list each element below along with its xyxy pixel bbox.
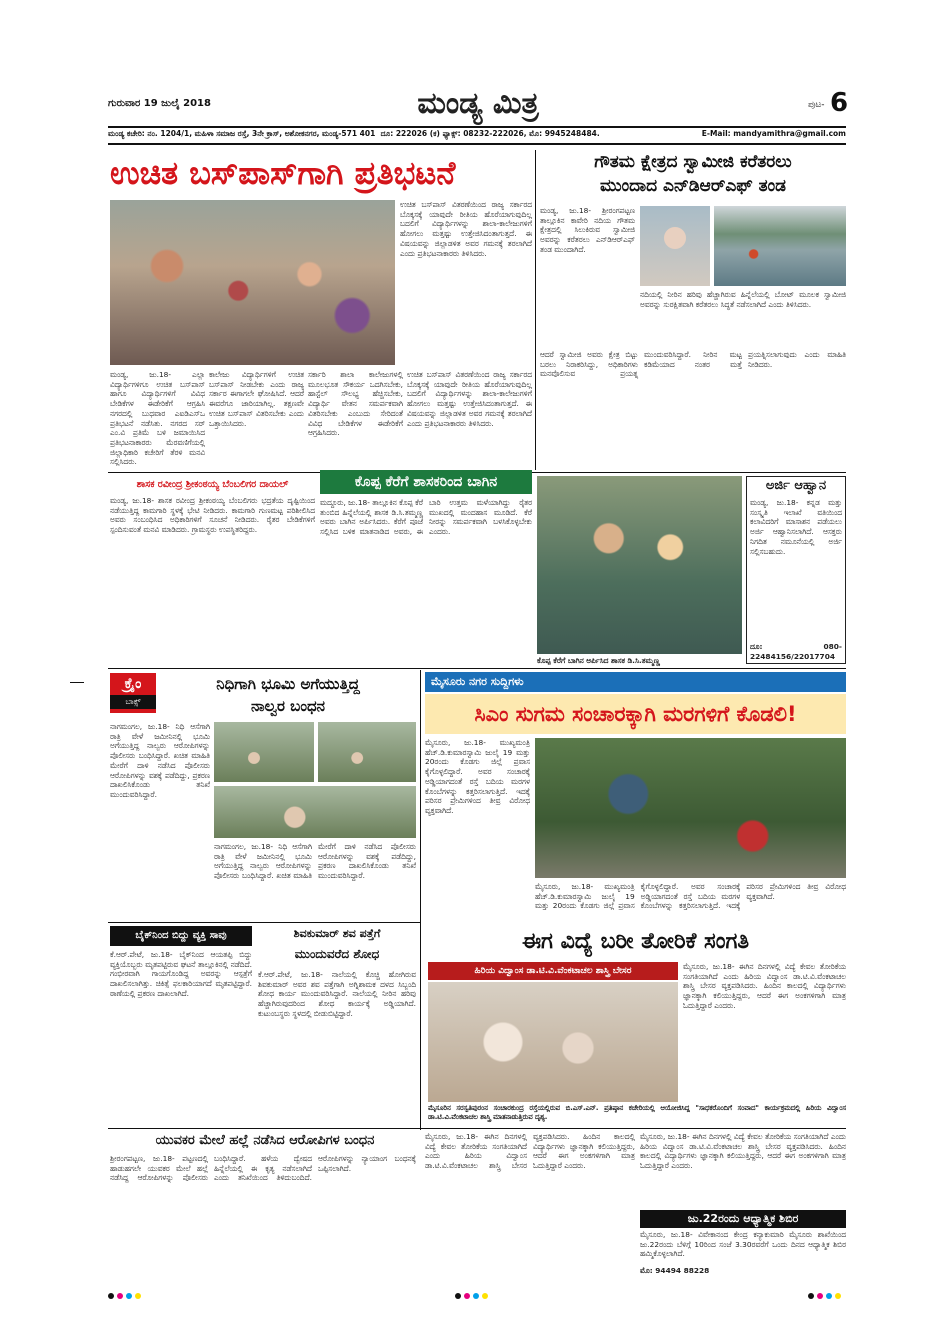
divider-h3	[108, 922, 420, 923]
ndrf-boat-photo	[714, 206, 846, 286]
gowthama-headline-line2: ಮುಂದಾದ ಎನ್‌ಡಿಆರ್‌ಎಫ್ ತಂಡ	[600, 176, 786, 196]
crime-tag-line1: ಕ್ರೈಂ	[124, 676, 142, 692]
bus-pass-body-c: ಕಾಲೇಜು ವಿದ್ಯಾರ್ಥಿಗಳಿಗೆ ಉಚಿತ ಬಸ್‌ಪಾಸ್ ನೀಡಬೇಕು ಎಂದು ರಾಜ್ಯ ಸರ್ಕಾರ ಈಗಾಗಲೇ ಘೋಷಿಸಿದೆ. ಆದರೆ ಈವರೆಗೂ ಜಾರಿಯಾಗಿಲ್ಲ. ತಕ್ಷಣವೇ ಉಚಿತ ಬಸ್‌ಪಾಸ್ ವಿತರಿಸಬೇಕು ಎಂದು ಒತ್ತಾಯಿಸಿದರು.	[209, 370, 304, 428]
protest-photo	[110, 200, 395, 365]
swamiji-photo	[640, 206, 710, 286]
arji-contact: ದೂ: 080-22484156/22017704	[750, 642, 842, 661]
bus-pass-body-d: ಸರ್ಕಾರಿ ಶಾಲಾ ಕಾಲೇಜುಗಳಲ್ಲಿ ಮೂಲಭೂತ ಸೌಕರ್ಯ ಒದಗಿಸಬೇಕು, ಹಾಸ್ಟೆಲ್ ಸೌಲಭ್ಯ ಹೆಚ್ಚಿಸಬೇಕು, ವಿದ್ಯಾರ್ಥಿ ವೇತನ ಸಮರ್ಪಕವಾಗಿ ವಿತರಿಸಬೇಕು ಎಂಬುದು ಸೇರಿದಂತೆ ವಿವಿಧ ಬೇಡಿಕೆಗಳ ಈಡೇರಿಕೆಗೆ ಆಗ್ರಹಿಸಿದರು.	[308, 370, 403, 438]
koppa-lake-photo	[537, 476, 742, 654]
bus-pass-headline: ಉಚಿತ ಬಸ್‌ಪಾಸ್‌ಗಾಗಿ ಪ್ರತಿಭಟನೆ	[110, 154, 456, 192]
shivakumar-body: ಕೆ.ಆರ್.ಪೇಟೆ, ಜು.18- ನಾಲೆಯಲ್ಲಿ ಕೊಚ್ಚಿ ಹೋಗಿರುವ ಶಿವಕುಮಾರ್ ಅವರ ಶವ ಪತ್ತೆಗಾಗಿ ಅಗ್ನಿಶಾಮಕ ದಳದ ಸಿಬ್ಬಂದಿ ಶೋಧ ಕಾರ್ಯ ಮುಂದುವರಿಸಿದ್ದಾರೆ. ನಾಲೆಯಲ್ಲಿ ನೀರಿನ ಹರಿವು ಹೆಚ್ಚಾಗಿರುವುದರಿಂದ ಶೋಧ ಕಾರ್ಯಕ್ಕೆ ಅಡ್ಡಿಯಾಗಿದೆ. ಕುಟುಂಬಸ್ಥರು ಸ್ಥಳದಲ್ಲಿ ಬೀಡುಬಿಟ್ಟಿದ್ದಾರೆ.	[258, 970, 416, 1018]
crime-photo-2	[318, 722, 416, 782]
koppa-caption: ಕೊಪ್ಪ ಕೆರೆಗೆ ಬಾಗಿನ ಅರ್ಪಿಸಿದ ಶಾಸಕ ಡಿ.ಸಿ.ತಮ್ಮಣ್ಣ	[537, 656, 660, 665]
masthead-title: ಮಂಡ್ಯ ಮಿತ್ರ	[417, 86, 539, 121]
gowthama-body-b: ನದಿಯಲ್ಲಿ ನೀರಿನ ಹರಿವು ಹೆಚ್ಚಾಗಿರುವ ಹಿನ್ನೆಲೆಯಲ್ಲಿ ಬೋಟ್ ಮೂಲಕ ಸ್ವಾಮೀಜಿ ಅವರನ್ನು ಸುರಕ್ಷಿತವಾಗಿ ಕರೆತರಲು ಸಿದ್ಧತೆ ನಡೆಸಲಾಗಿದೆ ಎಂದು ತಿಳಿಸಿದರು.	[640, 290, 846, 309]
shibira-phone: ಮೊ: 94494 88228	[640, 1266, 710, 1275]
page-label: ಪುಟ-	[808, 100, 825, 110]
crime-photo-1	[214, 722, 314, 782]
bike-headline: ಬೈಕ್‌ನಿಂದ ಬಿದ್ದು ವ್ಯಕ್ತಿ ಸಾವು	[110, 926, 252, 946]
crime-body-2: ನಾಗಮಂಗಲ, ಜು.18- ನಿಧಿ ಆಸೆಗಾಗಿ ರಾತ್ರಿ ವೇಳೆ ಜಮೀನಿನಲ್ಲಿ ಭೂಮಿ ಅಗೆಯುತ್ತಿದ್ದ ನಾಲ್ವರು ಆರೋಪಿಗಳನ್ನು ಪೊಲೀಸರು ಬಂಧಿಸಿದ್ದಾರೆ. ಖಚಿತ ಮಾಹಿತಿ ಮೇರೆಗೆ ದಾಳಿ ನಡೆಸಿದ ಪೊಲೀಸರು ಆರೋಪಿಗಳನ್ನು ವಶಕ್ಕೆ ಪಡೆದಿದ್ದು, ಪ್ರಕರಣ ದಾಖಲಿಸಿಕೊಂಡು ತನಿಖೆ ಮುಂದುವರಿಸಿದ್ದಾರೆ.	[214, 842, 416, 881]
office-email: E-Mail: mandyamithra@gmail.com	[701, 129, 846, 138]
koppa-headline: ಕೊಪ್ಪ ಕೆರೆಗೆ ಶಾಸಕರಿಂದ ಬಾಗಿನ	[320, 470, 532, 494]
shivakumar-headline	[258, 924, 416, 968]
page-number: 6	[830, 88, 849, 118]
mysuru-body-2: ಮೈಸೂರು, ಜು.18- ಮುಖ್ಯಮಂತ್ರಿ ಹೆಚ್.ಡಿ.ಕುಮಾರಸ್ವಾಮಿ ಜುಲೈ 19 ಮತ್ತು 20ರಂದು ಕೊಡಗು ಜಿಲ್ಲೆ ಪ್ರವಾಸ ಕೈಗೊಳ್ಳಲಿದ್ದಾರೆ. ಅವರ ಸಂಚಾರಕ್ಕೆ ಅಡ್ಡಿಯಾಗದಂತೆ ರಸ್ತೆ ಬದಿಯ ಮರಗಳ ಕೊಂಬೆಗಳನ್ನು ಕತ್ತರಿಸಲಾಗುತ್ತಿದೆ. ಇದಕ್ಕೆ ಪರಿಸರ ಪ್ರೇಮಿಗಳಿಂದ ತೀವ್ರ ವಿರೋಧ ವ್ಯಕ್ತವಾಗಿದೆ.	[535, 882, 846, 911]
mysuru-body: ಮೈಸೂರು, ಜು.18- ಮುಖ್ಯಮಂತ್ರಿ ಹೆಚ್.ಡಿ.ಕುಮಾರಸ್ವಾಮಿ ಜುಲೈ 19 ಮತ್ತು 20ರಂದು ಕೊಡಗು ಜಿಲ್ಲೆ ಪ್ರವಾಸ ಕೈಗೊಳ್ಳಲಿದ್ದಾರೆ. ಅವರ ಸಂಚಾರಕ್ಕೆ ಅಡ್ಡಿಯಾಗದಂತೆ ರಸ್ತೆ ಬದಿಯ ಮರಗಳ ಕೊಂಬೆಗಳನ್ನು ಕತ್ತರಿಸಲಾಗುತ್ತಿದೆ. ಇದಕ್ಕೆ ಪರಿಸರ ಪ್ರೇಮಿಗಳಿಂದ ತೀವ್ರ ವಿರೋಧ ವ್ಯಕ್ತವಾಗಿದೆ.	[425, 738, 530, 815]
arji-headline: ಅರ್ಜಿ ಆಹ್ವಾನ	[765, 478, 827, 493]
koppa-body: ಮದ್ದೂರು, ಜು.18- ತಾಲ್ಲೂಕಿನ ಕೊಪ್ಪ ಕೆರೆ ತುಂಬಿದ ಹಿನ್ನೆಲೆಯಲ್ಲಿ ಶಾಸಕ ಡಿ.ಸಿ.ತಮ್ಮಣ್ಣ ಅವರು ಬಾಗಿನ ಅರ್ಪಿಸಿದರು. ಕೆರೆಗೆ ಪೂಜೆ ಸಲ್ಲಿಸಿದ ಬಳಿಕ ಮಾತನಾಡಿದ ಅವರು, ಈ ಬಾರಿ ಉತ್ತಮ ಮಳೆಯಾಗಿದ್ದು ರೈತರ ಮುಖದಲ್ಲಿ ಮಂದಹಾಸ ಮೂಡಿದೆ. ಕೆರೆ ನೀರನ್ನು ಸಮರ್ಪಕವಾಗಿ ಬಳಸಿಕೊಳ್ಳಬೇಕು ಎಂದರು.	[320, 498, 532, 537]
office-address: ಮಂಡ್ಯ ಕಚೇರಿ: ನಂ. 1204/1, ಮಹಿಳಾ ಸಮಾಜ ರಸ್ತೆ, 3ನೇ ಕ್ರಾಸ್, ಅಶೋಕನಗರ, ಮಂಡ್ಯ-571 401	[108, 129, 376, 138]
masthead-rule-bottom	[108, 143, 846, 145]
arji-body: ಮಂಡ್ಯ, ಜು.18- ಕನ್ನಡ ಮತ್ತು ಸಂಸ್ಕೃತಿ ಇಲಾಖೆ ವತಿಯಿಂದ ಕಲಾವಿದರಿಗೆ ಮಾಸಾಶನ ಪಡೆಯಲು ಅರ್ಜಿ ಆಹ್ವಾನಿಸಲಾಗಿದೆ. ಆಸಕ್ತರು ನಿಗದಿತ ನಮೂನೆಯಲ್ಲಿ ಅರ್ಜಿ ಸಲ್ಲಿಸಬಹುದು.	[750, 498, 842, 556]
divider-v2	[420, 670, 421, 1130]
bus-pass-body-e: ಉಚಿತ ಬಸ್‌ಪಾಸ್ ವಿತರಣೆಯಿಂದ ರಾಜ್ಯ ಸರ್ಕಾರದ ಬೊಕ್ಕಸಕ್ಕೆ ಯಾವುದೇ ರೀತಿಯ ಹೊರೆಯಾಗುವುದಿಲ್ಲ ಬದಲಿಗೆ ವಿದ್ಯಾರ್ಥಿಗಳನ್ನು ಶಾಲಾ-ಕಾಲೇಜುಗಳಿಗೆ ಹೋಗಲು ಮತ್ತಷ್ಟು ಉತ್ತೇಜಿಸಿದಂತಾಗುತ್ತದೆ. ಈ ವಿಷಯವನ್ನು ಜಿಲ್ಲಾಡಳಿತ ಅವರ ಗಮನಕ್ಕೆ ತರಲಾಗಿದೆ ಎಂದು ಪ್ರತಿಭಟನಾಕಾರರು ತಿಳಿಸಿದರು.	[407, 370, 532, 428]
gowthama-headline-line1: ಗೌತಮ ಕ್ಷೇತ್ರದ ಸ್ವಾಮೀಜಿ ಕರೆತರಲು	[594, 152, 792, 172]
shasaka-headline: ಶಾಸಕ ರವೀಂದ್ರ ಶ್ರೀಕಂಠಯ್ಯ ಬೆಂಬಲಿಗರ ದಾಯಲ್	[136, 479, 289, 490]
color-registration-marks-right	[808, 1284, 844, 1303]
bike-body: ಕೆ.ಆರ್.ಪೇಟೆ, ಜು.18- ಬೈಕ್‌ನಿಂದ ಆಯತಪ್ಪಿ ಬಿದ್ದು ವ್ಯಕ್ತಿಯೊಬ್ಬರು ಮೃತಪಟ್ಟಿರುವ ಘಟನೆ ತಾಲ್ಲೂಕಿನಲ್ಲಿ ನಡೆದಿದೆ. ಗಂಭೀರವಾಗಿ ಗಾಯಗೊಂಡಿದ್ದ ಅವರನ್ನು ಆಸ್ಪತ್ರೆಗೆ ದಾಖಲಿಸಲಾಗಿತ್ತು. ಚಿಕಿತ್ಸೆ ಫಲಕಾರಿಯಾಗದೆ ಮೃತಪಟ್ಟಿದ್ದಾರೆ. ಠಾಣೆಯಲ್ಲಿ ಪ್ರಕರಣ ದಾಖಲಾಗಿದೆ.	[110, 950, 252, 998]
margin-mark	[70, 682, 84, 683]
shivakumar-headline-line2: ಮುಂದುವರೆದ ಶೋಧ	[294, 947, 380, 961]
crime-tag-line2: ಬಾಕ್ಸ್	[110, 695, 156, 709]
masthead	[108, 86, 849, 128]
gowthama-body-a: ಮಂಡ್ಯ, ಜು.18- ಶ್ರೀರಂಗಪಟ್ಟಣ ತಾಲ್ಲೂಕಿನ ಕಾವೇರಿ ನದಿಯ ಗೌತಮ ಕ್ಷೇತ್ರದಲ್ಲಿ ಸಿಲುಕಿರುವ ಸ್ವಾಮೀಜಿ ಅವರನ್ನು ಕರೆತರಲು ಎನ್‌ಡಿಆರ್‌ಎಫ್ ತಂಡ ಮುಂದಾಗಿದೆ.	[540, 206, 635, 254]
yuvakara-headline: ಯುವಕರ ಮೇಲೆ ಹಲ್ಲೆ ನಡೆಸಿದ ಆರೋಪಿಗಳ ಬಂಧನ	[155, 1133, 375, 1148]
mysuru-section-banner: ಮೈಸೂರು ನಗರ ಸುದ್ದಿಗಳು	[425, 672, 846, 692]
divider-v1	[535, 150, 536, 470]
bus-pass-body-a: ಉಚಿತ ಬಸ್‌ಪಾಸ್ ವಿತರಣೆಯಿಂದ ರಾಜ್ಯ ಸರ್ಕಾರದ ಬೊಕ್ಕಸಕ್ಕೆ ಯಾವುದೇ ರೀತಿಯ ಹೊರೆಯಾಗುವುದಿಲ್ಲ ಬದಲಿಗೆ ವಿದ್ಯಾರ್ಥಿಗಳನ್ನು ಶಾಲಾ-ಕಾಲೇಜುಗಳಿಗೆ ಹೋಗಲು ಮತ್ತಷ್ಟು ಉತ್ತೇಜಿಸಿದಂತಾಗುತ್ತದೆ. ಈ ವಿಷಯವನ್ನು ಜಿಲ್ಲಾಡಳಿತ ಅವರ ಗಮನಕ್ಕೆ ತರಲಾಗಿದೆ ಎಂದು ಪ್ರತಿಭಟನಾಕಾರರು ತಿಳಿಸಿದರು.	[400, 200, 532, 258]
bus-pass-body-b: ಮಂಡ್ಯ, ಜು.18- ಎಲ್ಲಾ ವಿದ್ಯಾರ್ಥಿಗಳಿಗೂ ಉಚಿತ ಬಸ್‌ಪಾಸ್ ಹಾಗೂ ವಿದ್ಯಾರ್ಥಿಗಳಿಗೆ ವಿವಿಧ ಬೇಡಿಕೆಗಳ ಈಡೇರಿಕೆಗೆ ಆಗ್ರಹಿಸಿ ನಗರದಲ್ಲಿ ಬುಧವಾರ ಎಐಡಿಎಸ್‌ಒ ಪ್ರತಿಭಟನೆ ನಡೆಸಿತು. ನಗರದ ಸರ್ ಎಂ.ವಿ ಪ್ರತಿಮೆ ಬಳಿ ಜಮಾಯಿಸಿದ ಪ್ರತಿಭಟನಾಕಾರರು ಮೆರವಣಿಗೆಯಲ್ಲಿ ಜಿಲ್ಲಾಧಿಕಾರಿ ಕಚೇರಿಗೆ ತೆರಳಿ ಮನವಿ ಸಲ್ಲಿಸಿದರು.	[110, 370, 205, 467]
vidya-body-cont: ಮೈಸೂರು, ಜು.18- ಈಗಿನ ದಿನಗಳಲ್ಲಿ ವಿದ್ಯೆ ಕೇವಲ ತೋರಿಕೆಯ ಸಂಗತಿಯಾಗಿದೆ ಎಂದು ಹಿರಿಯ ವಿದ್ವಾಂಸ ಡಾ.ಟಿ.ವಿ.ವೆಂಕಟಾಚಲ ಶಾಸ್ತ್ರಿ ಬೇಸರ ವ್ಯಕ್ತಪಡಿಸಿದರು. ಹಿಂದಿನ ಕಾಲದಲ್ಲಿ ವಿದ್ಯಾರ್ಥಿಗಳು ಜ್ಞಾನಕ್ಕಾಗಿ ಕಲಿಯುತ್ತಿದ್ದರು, ಆದರೆ ಈಗ ಅಂಕಗಳಿಗಾಗಿ ಮಾತ್ರ ಓದುತ್ತಿದ್ದಾರೆ ಎಂದರು.	[640, 1132, 846, 1171]
shibira-headline: ಜು.22ರಂದು ಆಧ್ಯಾತ್ಮಿಕ ಶಿಬಿರ	[640, 1210, 846, 1228]
masthead-rule-top	[108, 126, 846, 128]
color-registration-marks-left	[108, 1284, 144, 1303]
vidya-body-side: ಮೈಸೂರು, ಜು.18- ಈಗಿನ ದಿನಗಳಲ್ಲಿ ವಿದ್ಯೆ ಕೇವಲ ತೋರಿಕೆಯ ಸಂಗತಿಯಾಗಿದೆ ಎಂದು ಹಿರಿಯ ವಿದ್ವಾಂಸ ಡಾ.ಟಿ.ವಿ.ವೆಂಕಟಾಚಲ ಶಾಸ್ತ್ರಿ ಬೇಸರ ವ್ಯಕ್ತಪಡಿಸಿದರು. ಹಿಂದಿನ ಕಾಲದಲ್ಲಿ ವಿದ್ಯಾರ್ಥಿಗಳು ಜ್ಞಾನಕ್ಕಾಗಿ ಕಲಿಯುತ್ತಿದ್ದರು, ಆದರೆ ಈಗ ಅಂಕಗಳಿಗಾಗಿ ಮಾತ್ರ ಓದುತ್ತಿದ್ದಾರೆ ಎಂದರು.	[683, 962, 846, 1010]
crime-headline-line2: ನಾಲ್ವರ ಬಂಧನ	[250, 697, 326, 715]
divider-h2	[108, 668, 846, 669]
gowthama-body-c: ಆದರೆ ಸ್ವಾಮೀಜಿ ಅವರು ಕ್ಷೇತ್ರ ಬಿಟ್ಟು ಬರಲು ನಿರಾಕರಿಸಿದ್ದು, ಅಧಿಕಾರಿಗಳು ಮನವೊಲಿಸುವ ಪ್ರಯತ್ನ ಮುಂದುವರಿಸಿದ್ದಾರೆ. ನೀರಿನ ಮಟ್ಟ ಕಡಿಮೆಯಾದ ನಂತರ ಮತ್ತೆ ಪ್ರಯತ್ನಿಸಲಾಗುವುದು ಎಂದು ಮಾಹಿತಿ ನೀಡಿದರು.	[540, 350, 846, 379]
gowthama-headline	[540, 150, 846, 200]
shasaka-body: ಮಂಡ್ಯ, ಜು.18- ಶಾಸಕ ರವೀಂದ್ರ ಶ್ರೀಕಂಠಯ್ಯ ಬೆಂಬಲಿಗರು ಭದ್ರತೆಯ ದೃಷ್ಟಿಯಿಂದ ನಡೆಯುತ್ತಿದ್ದ ಕಾಮಗಾರಿ ಸ್ಥಳಕ್ಕೆ ಭೇಟಿ ನೀಡಿದರು. ಕಾಮಗಾರಿ ಗುಣಮಟ್ಟ ಪರಿಶೀಲಿಸಿದ ಅವರು ಸಂಬಂಧಿಸಿದ ಅಧಿಕಾರಿಗಳಿಗೆ ಸೂಚನೆ ನೀಡಿದರು. ರೈತರ ಬೇಡಿಕೆಗಳಿಗೆ ಸ್ಪಂದಿಸುವಂತೆ ಮನವಿ ಮಾಡಿದರು. ಗ್ರಾಮಸ್ಥರು ಉಪಸ್ಥಿತರಿದ್ದರು.	[110, 496, 315, 535]
shivakumar-headline-line1: ಶಿವಕುಮಾರ್ ಶವ ಪತ್ತೆಗೆ	[293, 927, 381, 940]
office-phone: ದೂ: 222026 (ಕ) ಫ್ಯಾಕ್ಸ್: 08232-222026, ಮೊ: 9945248484.	[380, 129, 600, 138]
vidya-caption: ಮೈಸೂರಿನ ಸರಸ್ವತಿಪುರಂನ ಸಂಚಾರಕುಂದ್ರ ರಸ್ತೆಯಲ್ಲಿರುವ ಬಿ.ಎಸ್.ಎನ್. ಪ್ರತಿಷ್ಠಾನ ಕಚೇರಿಯಲ್ಲಿ ಆಯೋಜಿಸಿದ್ದ "ಸಾಧಕರೊಂದಿಗೆ ಸಂವಾದ" ಕಾರ್ಯಕ್ರಮದಲ್ಲಿ ಹಿರಿಯ ವಿದ್ವಾಂಸ ಡಾ.ಟಿ.ವಿ.ವೆಂಕಟಾಚಲ ಶಾಸ್ತ್ರಿ ಮಾತನಾಡುತ್ತಿರುವ ದೃಶ್ಯ.	[428, 1104, 846, 1121]
vidya-photo	[428, 982, 678, 1102]
divider-h4	[108, 1128, 846, 1129]
shibira-body: ಮೈಸೂರು, ಜು.18- ವಿವೇಕಾನಂದ ಕೇಂದ್ರ ಕನ್ಯಾಕುಮಾರಿ ಮೈಸೂರು ಶಾಖೆಯಿಂದ ಜು.22ರಂದು ಬೆಳಿಗ್ಗೆ 10ರಿಂದ ಸಂಜೆ 3.30ರವರೆಗೆ ಒಂದು ದಿನದ ಆಧ್ಯಾತ್ಮಿಕ ಶಿಬಿರ ಹಮ್ಮಿಕೊಳ್ಳಲಾಗಿದೆ.	[640, 1230, 846, 1259]
color-registration-marks-center	[455, 1284, 491, 1303]
crime-headline	[160, 673, 416, 717]
address-strip	[108, 129, 846, 142]
crime-headline-line1: ನಿಧಿಗಾಗಿ ಭೂಮಿ ಅಗೆಯುತ್ತಿದ್ದ	[216, 675, 360, 693]
crime-photo-3	[214, 786, 416, 838]
vidya-subhead: ಹಿರಿಯ ವಿದ್ವಾಂಸ ಡಾ.ಟಿ.ವಿ.ವೆಂಕಟಾಚಲ ಶಾಸ್ತ್ರಿ ಬೇಸರ	[428, 962, 678, 980]
issue-date: ಗುರುವಾರ 19 ಜುಲೈ 2018	[108, 98, 211, 109]
tree-cutting-photo	[535, 738, 846, 878]
vidya-body: ಮೈಸೂರು, ಜು.18- ಈಗಿನ ದಿನಗಳಲ್ಲಿ ವಿದ್ಯೆ ಕೇವಲ ತೋರಿಕೆಯ ಸಂಗತಿಯಾಗಿದೆ ಎಂದು ಹಿರಿಯ ವಿದ್ವಾಂಸ ಡಾ.ಟಿ.ವಿ.ವೆಂಕಟಾಚಲ ಶಾಸ್ತ್ರಿ ಬೇಸರ ವ್ಯಕ್ತಪಡಿಸಿದರು. ಹಿಂದಿನ ಕಾಲದಲ್ಲಿ ವಿದ್ಯಾರ್ಥಿಗಳು ಜ್ಞಾನಕ್ಕಾಗಿ ಕಲಿಯುತ್ತಿದ್ದರು, ಆದರೆ ಈಗ ಅಂಕಗಳಿಗಾಗಿ ಮಾತ್ರ ಓದುತ್ತಿದ್ದಾರೆ ಎಂದರು.	[425, 1132, 635, 1171]
vidya-headline: ಈಗ ವಿದ್ಯೆ ಬರೀ ತೋರಿಕೆ ಸಂಗತಿ	[521, 929, 750, 954]
crime-body: ನಾಗಮಂಗಲ, ಜು.18- ನಿಧಿ ಆಸೆಗಾಗಿ ರಾತ್ರಿ ವೇಳೆ ಜಮೀನಿನಲ್ಲಿ ಭೂಮಿ ಅಗೆಯುತ್ತಿದ್ದ ನಾಲ್ವರು ಆರೋಪಿಗಳನ್ನು ಪೊಲೀಸರು ಬಂಧಿಸಿದ್ದಾರೆ. ಖಚಿತ ಮಾಹಿತಿ ಮೇರೆಗೆ ದಾಳಿ ನಡೆಸಿದ ಪೊಲೀಸರು ಆರೋಪಿಗಳನ್ನು ವಶಕ್ಕೆ ಪಡೆದಿದ್ದು, ಪ್ರಕರಣ ದಾಖಲಿಸಿಕೊಂಡು ತನಿಖೆ ಮುಂದುವರಿಸಿದ್ದಾರೆ.	[110, 722, 210, 799]
mysuru-headline: ಸಿಎಂ ಸುಗಮ ಸಂಚಾರಕ್ಕಾಗಿ ಮರಗಳಿಗೆ ಕೊಡಲಿ!	[425, 694, 846, 734]
crime-tag	[110, 673, 156, 713]
yuvakara-body: ಶ್ರೀರಂಗಪಟ್ಟಣ, ಜು.18- ಪಟ್ಟಣದಲ್ಲಿ ಹಾಡುಹಗಲೇ ಯುವಕರ ಮೇಲೆ ಹಲ್ಲೆ ನಡೆಸಿದ್ದ ಆರೋಪಿಗಳನ್ನು ಪೊಲೀಸರು ಬಂಧಿಸಿದ್ದಾರೆ. ಹಳೆಯ ದ್ವೇಷದ ಹಿನ್ನೆಲೆಯಲ್ಲಿ ಈ ಕೃತ್ಯ ನಡೆಸಲಾಗಿದೆ ಎಂದು ತನಿಖೆಯಿಂದ ತಿಳಿದುಬಂದಿದೆ. ಆರೋಪಿಗಳನ್ನು ನ್ಯಾಯಾಂಗ ಬಂಧನಕ್ಕೆ ಒಪ್ಪಿಸಲಾಗಿದೆ.	[110, 1154, 416, 1183]
